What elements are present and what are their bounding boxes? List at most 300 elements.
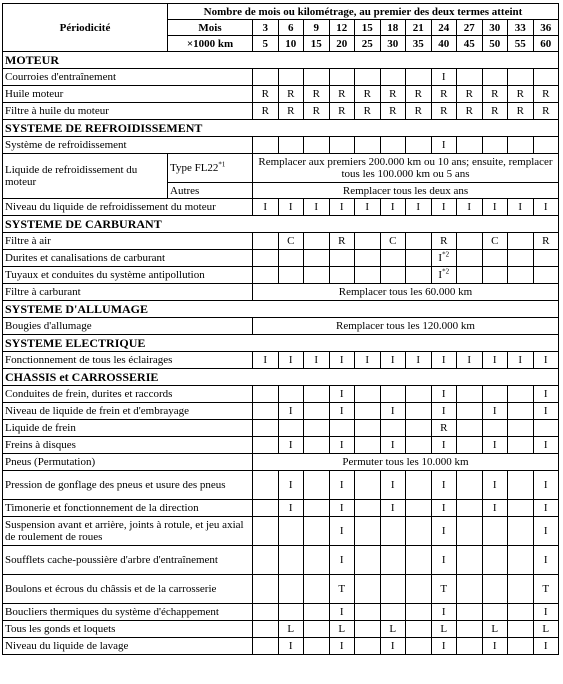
- schedule-cell: [431, 233, 457, 250]
- schedule-code: R: [440, 422, 448, 434]
- schedule-code: I: [543, 502, 548, 514]
- schedule-cell: [329, 546, 355, 575]
- table-row: [3, 103, 559, 120]
- schedule-code: I: [339, 606, 344, 618]
- schedule-cell: [278, 386, 304, 403]
- schedule-cell: [406, 386, 432, 403]
- schedule-cell: [380, 500, 406, 517]
- schedule-cell: [457, 638, 483, 655]
- schedule-cell: [253, 500, 279, 517]
- schedule-code: I: [441, 606, 446, 618]
- schedule-cell: [355, 621, 381, 638]
- schedule-code: I: [339, 354, 344, 366]
- schedule-code: I: [467, 201, 472, 213]
- schedule-cell: [533, 546, 559, 575]
- schedule-cell: [431, 638, 457, 655]
- schedule-cell: [406, 86, 432, 103]
- schedule-code: I: [339, 525, 344, 537]
- row-label: Filtre à carburant: [3, 284, 253, 301]
- schedule-cell: [431, 250, 457, 267]
- schedule-code: T: [542, 583, 550, 595]
- schedule-code: I: [438, 252, 443, 264]
- schedule-cell: [329, 517, 355, 546]
- table-row: [3, 621, 559, 638]
- schedule-cell: [457, 86, 483, 103]
- schedule-cell: [304, 69, 330, 86]
- mois-value: 3: [253, 20, 279, 36]
- schedule-cell: [508, 69, 534, 86]
- schedule-code: R: [465, 88, 473, 100]
- row-label: Système de refroidissement: [3, 137, 253, 154]
- schedule-code: I: [441, 201, 446, 213]
- schedule-code: I: [390, 640, 395, 652]
- schedule-code: I: [339, 388, 344, 400]
- schedule-cell: [508, 604, 534, 621]
- schedule-cell: [457, 267, 483, 284]
- schedule-cell: [329, 267, 355, 284]
- schedule-cell: [253, 638, 279, 655]
- schedule-code: I: [543, 479, 548, 491]
- schedule-cell: [304, 352, 330, 369]
- schedule-cell: [508, 267, 534, 284]
- schedule-code: I: [543, 201, 548, 213]
- schedule-cell: [482, 386, 508, 403]
- schedule-cell: [431, 437, 457, 454]
- schedule-cell: [406, 604, 432, 621]
- schedule-cell: [482, 199, 508, 216]
- section-title: SYSTEME D'ALLUMAGE: [3, 301, 559, 318]
- schedule-code: I: [543, 554, 548, 566]
- schedule-code: I: [543, 439, 548, 451]
- schedule-cell: [304, 500, 330, 517]
- schedule-cell: [329, 386, 355, 403]
- schedule-code: R: [542, 88, 550, 100]
- schedule-cell: [253, 250, 279, 267]
- row-span-text: Remplacer tous les deux ans: [253, 183, 559, 199]
- km-value: 60: [533, 36, 559, 52]
- mois-value: 9: [304, 20, 330, 36]
- schedule-cell: [278, 403, 304, 420]
- schedule-cell: [406, 638, 432, 655]
- row-label: Liquide de refroidissement du moteur: [3, 154, 168, 199]
- schedule-code: C: [389, 235, 397, 247]
- schedule-cell: [304, 199, 330, 216]
- schedule-code: I: [339, 439, 344, 451]
- section-header-row: [3, 335, 559, 352]
- schedule-cell: [380, 420, 406, 437]
- schedule-cell: [533, 137, 559, 154]
- schedule-cell: [278, 267, 304, 284]
- schedule-cell: [457, 403, 483, 420]
- schedule-cell: [329, 250, 355, 267]
- schedule-cell: [253, 86, 279, 103]
- schedule-code: I: [288, 502, 293, 514]
- schedule-cell: [304, 621, 330, 638]
- schedule-code: R: [491, 88, 499, 100]
- schedule-cell: [508, 250, 534, 267]
- schedule-cell: [329, 86, 355, 103]
- schedule-cell: [508, 437, 534, 454]
- schedule-code: I: [339, 640, 344, 652]
- table-row: [3, 454, 559, 471]
- schedule-cell: [406, 103, 432, 120]
- schedule-cell: [406, 352, 432, 369]
- schedule-cell: [457, 352, 483, 369]
- table-row: [3, 386, 559, 403]
- schedule-cell: [508, 86, 534, 103]
- schedule-code: R: [261, 105, 269, 117]
- schedule-cell: [457, 199, 483, 216]
- table-row: [3, 638, 559, 655]
- schedule-cell: [533, 199, 559, 216]
- schedule-cell: [482, 437, 508, 454]
- schedule-cell: [355, 386, 381, 403]
- table-row: [3, 199, 559, 216]
- schedule-cell: [380, 199, 406, 216]
- schedule-code: I: [390, 502, 395, 514]
- schedule-cell: [457, 233, 483, 250]
- schedule-cell: [355, 250, 381, 267]
- footnote-mark: *2: [442, 267, 450, 276]
- schedule-cell: [431, 621, 457, 638]
- schedule-cell: [329, 103, 355, 120]
- table-row: [3, 403, 559, 420]
- schedule-cell: [431, 386, 457, 403]
- schedule-code: I: [288, 640, 293, 652]
- row-label: Conduites de frein, durites et raccords: [3, 386, 253, 403]
- schedule-cell: [457, 575, 483, 604]
- schedule-code: I: [492, 201, 497, 213]
- schedule-cell: [380, 517, 406, 546]
- schedule-cell: [329, 199, 355, 216]
- schedule-code: R: [440, 88, 448, 100]
- schedule-cell: [380, 137, 406, 154]
- km-value: 55: [508, 36, 534, 52]
- row-sublabel-text: Autres: [170, 184, 200, 197]
- row-label: Huile moteur: [3, 86, 253, 103]
- schedule-cell: [380, 638, 406, 655]
- section-header-row: [3, 52, 559, 69]
- schedule-cell: [380, 403, 406, 420]
- schedule-cell: [508, 352, 534, 369]
- schedule-cell: [329, 403, 355, 420]
- row-label: Boulons et écrous du châssis et de la carrosserie: [3, 575, 253, 604]
- schedule-cell: [329, 69, 355, 86]
- schedule-cell: [406, 69, 432, 86]
- schedule-code: I: [365, 354, 370, 366]
- row-label: Fonctionnement de tous les éclairages: [3, 352, 253, 369]
- schedule-cell: [253, 199, 279, 216]
- section-header-row: [3, 216, 559, 233]
- schedule-cell: [380, 546, 406, 575]
- km-value: 30: [380, 36, 406, 52]
- schedule-cell: [533, 352, 559, 369]
- section-title: SYSTEME DE REFROIDISSEMENT: [3, 120, 559, 137]
- schedule-cell: [278, 103, 304, 120]
- schedule-code: R: [287, 88, 295, 100]
- schedule-code: I: [438, 269, 443, 281]
- schedule-cell: [533, 403, 559, 420]
- schedule-cell: [482, 69, 508, 86]
- schedule-code: R: [312, 88, 320, 100]
- schedule-cell: [431, 604, 457, 621]
- schedule-code: I: [518, 354, 523, 366]
- schedule-code: R: [491, 105, 499, 117]
- schedule-cell: [457, 250, 483, 267]
- schedule-code: I: [492, 502, 497, 514]
- section-title: SYSTEME DE CARBURANT: [3, 216, 559, 233]
- schedule-code: R: [414, 105, 422, 117]
- km-value: 25: [355, 36, 381, 52]
- mois-value: 6: [278, 20, 304, 36]
- schedule-cell: [406, 575, 432, 604]
- schedule-code: I: [339, 405, 344, 417]
- schedule-code: I: [314, 201, 319, 213]
- schedule-cell: [508, 575, 534, 604]
- schedule-code: R: [465, 105, 473, 117]
- km-value: 50: [482, 36, 508, 52]
- schedule-cell: [304, 386, 330, 403]
- schedule-cell: [457, 137, 483, 154]
- schedule-code: I: [390, 201, 395, 213]
- schedule-cell: [253, 517, 279, 546]
- schedule-cell: [253, 437, 279, 454]
- km-label: ×1000 km: [168, 36, 253, 52]
- schedule-cell: [457, 437, 483, 454]
- table-row: [3, 517, 559, 546]
- schedule-code: I: [339, 201, 344, 213]
- schedule-cell: [457, 500, 483, 517]
- schedule-cell: [406, 250, 432, 267]
- schedule-code: I: [339, 502, 344, 514]
- schedule-code: I: [263, 201, 268, 213]
- schedule-code: T: [338, 583, 346, 595]
- mois-value: 33: [508, 20, 534, 36]
- schedule-cell: [482, 575, 508, 604]
- schedule-cell: [457, 546, 483, 575]
- schedule-code: R: [338, 105, 346, 117]
- schedule-cell: [304, 233, 330, 250]
- schedule-cell: [380, 69, 406, 86]
- schedule-cell: [508, 420, 534, 437]
- schedule-cell: [329, 621, 355, 638]
- schedule-code: I: [441, 139, 446, 151]
- schedule-code: R: [542, 105, 550, 117]
- row-label: Freins à disques: [3, 437, 253, 454]
- schedule-cell: [355, 199, 381, 216]
- table-row: [3, 233, 559, 250]
- schedule-cell: [431, 103, 457, 120]
- km-value: 20: [329, 36, 355, 52]
- footnote-mark: *2: [442, 250, 450, 259]
- row-label: Pneus (Permutation): [3, 454, 253, 471]
- schedule-cell: [380, 621, 406, 638]
- schedule-cell: [533, 500, 559, 517]
- schedule-cell: [253, 103, 279, 120]
- schedule-code: R: [312, 105, 320, 117]
- mois-value: 15: [355, 20, 381, 36]
- schedule-code: R: [363, 88, 371, 100]
- schedule-cell: [508, 471, 534, 500]
- schedule-cell: [355, 420, 381, 437]
- schedule-cell: [431, 471, 457, 500]
- schedule-code: I: [543, 525, 548, 537]
- schedule-code: T: [440, 583, 448, 595]
- schedule-cell: [482, 517, 508, 546]
- schedule-cell: [406, 137, 432, 154]
- periodicite-header: Périodicité: [3, 4, 168, 52]
- maintenance-schedule-table: [2, 3, 559, 655]
- schedule-cell: [533, 638, 559, 655]
- schedule-cell: [304, 517, 330, 546]
- section-header-row: [3, 120, 559, 137]
- schedule-cell: [508, 103, 534, 120]
- table-row: [3, 137, 559, 154]
- table-row: [3, 69, 559, 86]
- table-row: [3, 154, 559, 183]
- schedule-cell: [253, 546, 279, 575]
- schedule-code: I: [288, 354, 293, 366]
- schedule-cell: [482, 103, 508, 120]
- table-row: [3, 575, 559, 604]
- schedule-cell: [482, 137, 508, 154]
- schedule-cell: [278, 69, 304, 86]
- km-value: 45: [457, 36, 483, 52]
- schedule-cell: [431, 500, 457, 517]
- schedule-cell: [278, 250, 304, 267]
- schedule-cell: [380, 604, 406, 621]
- section-header-row: [3, 301, 559, 318]
- schedule-cell: [457, 386, 483, 403]
- row-label: Filtre à huile du moteur: [3, 103, 253, 120]
- schedule-cell: [431, 403, 457, 420]
- schedule-cell: [329, 471, 355, 500]
- schedule-cell: [533, 386, 559, 403]
- schedule-cell: [406, 546, 432, 575]
- schedule-cell: [253, 352, 279, 369]
- schedule-code: I: [441, 405, 446, 417]
- schedule-cell: [406, 517, 432, 546]
- schedule-code: I: [543, 354, 548, 366]
- schedule-code: I: [441, 525, 446, 537]
- schedule-cell: [355, 575, 381, 604]
- schedule-cell: [253, 420, 279, 437]
- row-label: Courroies d'entraînement: [3, 69, 253, 86]
- table-row: [3, 318, 559, 335]
- schedule-code: I: [543, 405, 548, 417]
- schedule-cell: [533, 517, 559, 546]
- schedule-cell: [329, 233, 355, 250]
- schedule-cell: [508, 621, 534, 638]
- schedule-code: I: [518, 201, 523, 213]
- schedule-cell: [355, 137, 381, 154]
- row-label: Tuyaux et conduites du système antipollution: [3, 267, 253, 284]
- row-label: Soufflets cache-poussière d'arbre d'entraînement: [3, 546, 253, 575]
- row-label: Filtre à air: [3, 233, 253, 250]
- section-header-row: [3, 369, 559, 386]
- schedule-cell: [406, 403, 432, 420]
- schedule-cell: [380, 386, 406, 403]
- schedule-code: L: [440, 623, 448, 635]
- schedule-code: C: [287, 235, 295, 247]
- schedule-cell: [278, 437, 304, 454]
- table-row: [3, 86, 559, 103]
- schedule-cell: [253, 386, 279, 403]
- mois-label: Mois: [168, 20, 253, 36]
- schedule-cell: [482, 604, 508, 621]
- schedule-cell: [482, 233, 508, 250]
- schedule-cell: [304, 103, 330, 120]
- schedule-cell: [304, 575, 330, 604]
- schedule-code: R: [287, 105, 295, 117]
- schedule-cell: [278, 546, 304, 575]
- schedule-code: I: [467, 354, 472, 366]
- schedule-code: I: [288, 405, 293, 417]
- schedule-cell: [253, 604, 279, 621]
- schedule-cell: [355, 233, 381, 250]
- schedule-cell: [533, 604, 559, 621]
- schedule-code: I: [441, 439, 446, 451]
- schedule-cell: [533, 471, 559, 500]
- section-title: CHASSIS et CARROSSERIE: [3, 369, 559, 386]
- schedule-cell: [329, 638, 355, 655]
- schedule-code: R: [414, 88, 422, 100]
- schedule-code: R: [338, 88, 346, 100]
- schedule-cell: [431, 352, 457, 369]
- schedule-cell: [457, 420, 483, 437]
- schedule-code: R: [338, 235, 346, 247]
- schedule-cell: [278, 575, 304, 604]
- table-row: [3, 250, 559, 267]
- schedule-cell: [329, 500, 355, 517]
- schedule-cell: [431, 546, 457, 575]
- schedule-cell: [533, 250, 559, 267]
- schedule-cell: [406, 199, 432, 216]
- table-row: [3, 267, 559, 284]
- schedule-cell: [457, 69, 483, 86]
- schedule-code: I: [314, 354, 319, 366]
- schedule-cell: [253, 403, 279, 420]
- schedule-code: L: [389, 623, 397, 635]
- schedule-cell: [329, 420, 355, 437]
- table-row: [3, 284, 559, 301]
- row-label: Tous les gonds et loquets: [3, 621, 253, 638]
- schedule-cell: [278, 199, 304, 216]
- row-span-text: Remplacer tous les 60.000 km: [253, 284, 559, 301]
- schedule-cell: [457, 103, 483, 120]
- schedule-code: C: [491, 235, 499, 247]
- schedule-cell: [278, 86, 304, 103]
- schedule-cell: [329, 575, 355, 604]
- schedule-cell: [355, 403, 381, 420]
- mois-value: 27: [457, 20, 483, 36]
- schedule-code: I: [492, 439, 497, 451]
- schedule-code: I: [543, 640, 548, 652]
- schedule-code: I: [390, 439, 395, 451]
- schedule-code: R: [516, 105, 524, 117]
- schedule-cell: [482, 352, 508, 369]
- schedule-cell: [508, 137, 534, 154]
- schedule-code: I: [441, 502, 446, 514]
- row-sublabel: [168, 183, 253, 199]
- schedule-cell: [304, 604, 330, 621]
- schedule-cell: [304, 267, 330, 284]
- schedule-cell: [329, 352, 355, 369]
- schedule-cell: [380, 437, 406, 454]
- schedule-code: R: [261, 88, 269, 100]
- schedule-cell: [431, 420, 457, 437]
- schedule-cell: [508, 403, 534, 420]
